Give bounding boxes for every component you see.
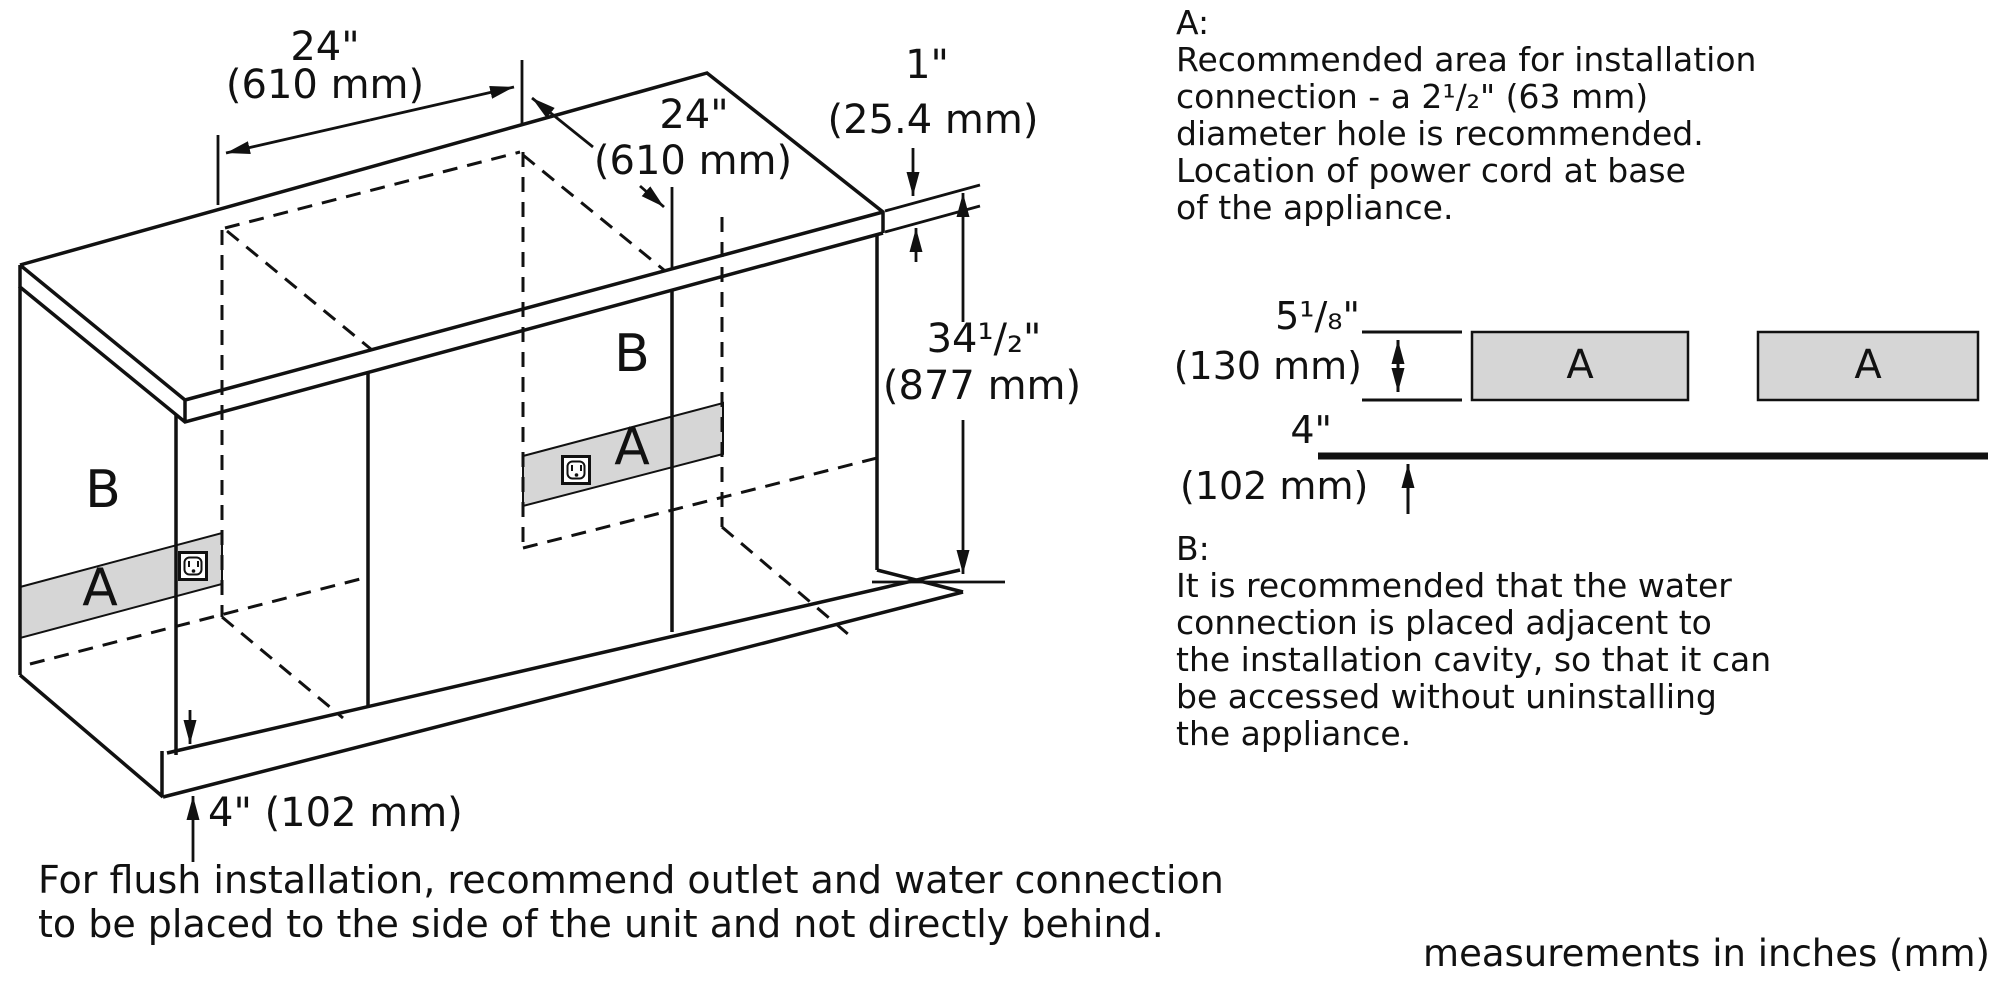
dim-34-mm: (877 mm) bbox=[882, 363, 1082, 409]
section-b-line: the installation cavity, so that it can bbox=[1176, 640, 1772, 679]
cabinet-walls bbox=[20, 234, 877, 755]
dim-5-inches: 5¹/₈" bbox=[1275, 294, 1360, 338]
flush-note-line2: to be placed to the side of the unit and not directly behind. bbox=[38, 902, 1164, 946]
section-a-line: connection - a 2¹/₂" (63 mm) bbox=[1176, 77, 1649, 116]
zone-rect-label-2: A bbox=[1854, 342, 1882, 388]
section-b-title: B: bbox=[1176, 529, 1210, 568]
section-a-line: Location of power cord at base bbox=[1176, 151, 1686, 190]
dim-1-mm: (25.4 mm) bbox=[827, 97, 1039, 143]
zone-label-b-middle: B bbox=[614, 324, 650, 384]
dim-24-right-mm: (610 mm) bbox=[593, 138, 793, 184]
section-a-title: A: bbox=[1176, 3, 1210, 42]
dim-5-mm: (130 mm) bbox=[1173, 344, 1362, 388]
dim-24-left-inches: 24" bbox=[290, 24, 360, 70]
dim-1-inches: 1" bbox=[905, 42, 949, 88]
section-b-line: It is recommended that the water bbox=[1176, 566, 1732, 605]
section-a-line: diameter hole is recommended. bbox=[1176, 114, 1704, 153]
countertop-slab bbox=[20, 73, 883, 422]
power-cord-zone-mini-diagram bbox=[1318, 332, 1988, 514]
dim-24-right-inches: 24" bbox=[659, 92, 729, 138]
zone-label-b-left: B bbox=[85, 460, 121, 520]
zone-rect-label-1: A bbox=[1566, 342, 1594, 388]
dim-34-inches: 34¹/₂" bbox=[926, 316, 1042, 362]
dim-24-left-mm: (610 mm) bbox=[225, 62, 425, 108]
section-b-line: be accessed without uninstalling bbox=[1176, 677, 1717, 716]
dim-4-label: 4" (102 mm) bbox=[208, 790, 463, 836]
section-b-text bbox=[1176, 530, 1771, 752]
section-b-line: connection is placed adjacent to bbox=[1176, 603, 1712, 642]
power-outlet-icon bbox=[180, 553, 207, 580]
zone-band-left bbox=[20, 533, 222, 638]
hidden-cavity-edges bbox=[30, 152, 877, 718]
units-note: measurements in inches (mm) bbox=[1423, 932, 1990, 975]
section-b-line: the appliance. bbox=[1176, 714, 1412, 753]
section-a-line: Recommended area for installation bbox=[1176, 40, 1757, 79]
zone-label-a-middle: A bbox=[614, 417, 650, 477]
flush-note-line1: For flush installation, recommend outlet and water connection bbox=[38, 858, 1224, 902]
cabinet-base bbox=[20, 570, 963, 797]
section-a-text bbox=[1176, 4, 1756, 226]
zone-label-a-left: A bbox=[82, 558, 118, 618]
power-outlet-icon bbox=[563, 457, 590, 484]
dim-4b-mm: (102 mm) bbox=[1180, 464, 1369, 508]
section-a-line: of the appliance. bbox=[1176, 188, 1454, 227]
dim-4b-inches: 4" bbox=[1290, 408, 1332, 452]
